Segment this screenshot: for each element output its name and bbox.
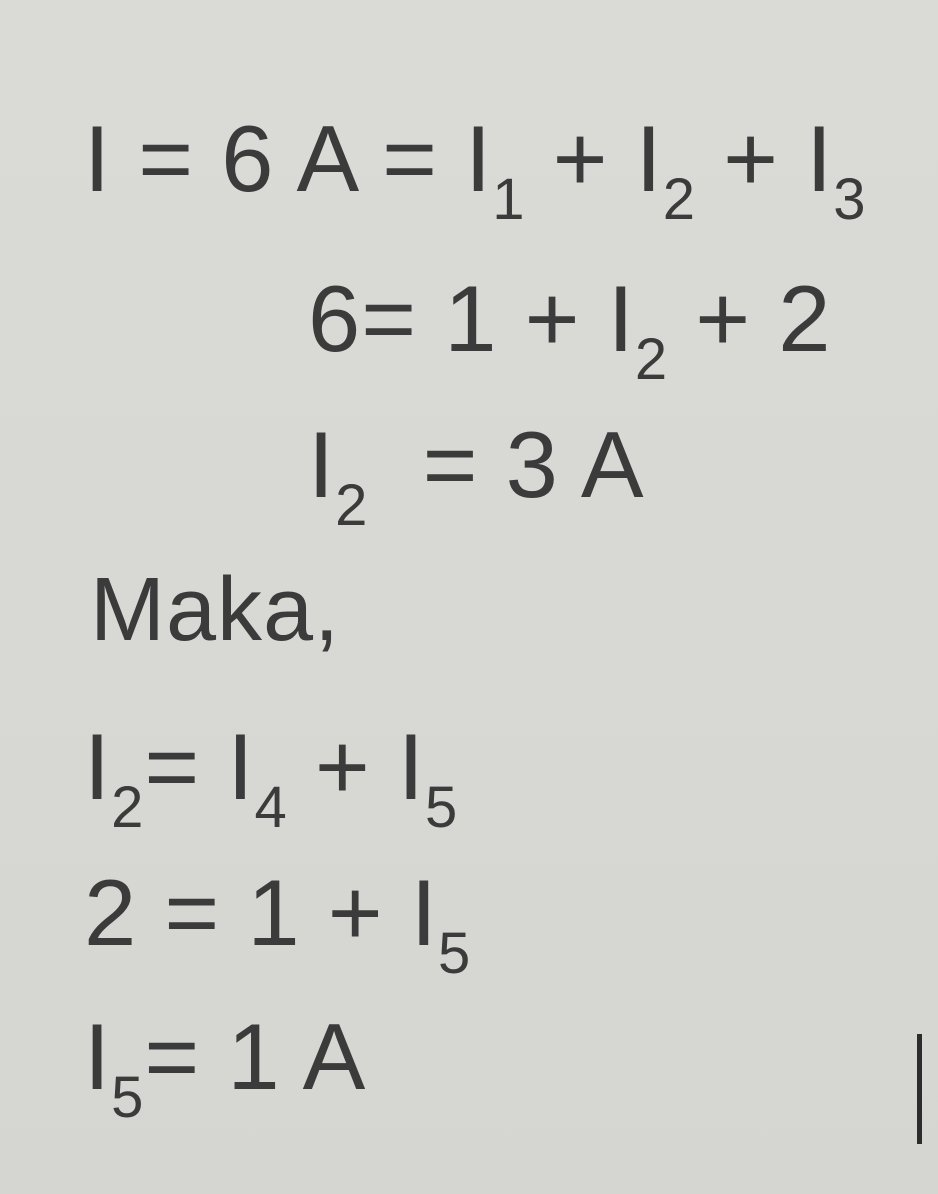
eq-subscript: 5	[437, 921, 472, 986]
equation-i2-split	[84, 714, 459, 840]
eq-text: + I	[287, 714, 426, 819]
eq-subscript: 1	[492, 167, 526, 232]
equation-i5-result	[84, 1004, 367, 1130]
equation-i2-result	[308, 412, 645, 538]
text-cursor	[917, 1034, 922, 1144]
eq-subscript: 2	[634, 327, 669, 392]
eq-subscript: 2	[662, 167, 696, 232]
equation-i5-substitution	[84, 860, 472, 986]
eq-text: 2 = 1 + I	[84, 860, 438, 965]
eq-text: Maka,	[90, 560, 341, 660]
eq-text: = I	[144, 714, 255, 819]
eq-subscript: 5	[425, 775, 459, 840]
eq-subscript: 2	[111, 775, 145, 840]
eq-text: 6= 1 + I	[308, 266, 635, 371]
eq-text: I	[84, 1004, 112, 1109]
eq-text: = 3 A	[368, 412, 645, 517]
eq-text: I	[308, 412, 336, 517]
eq-subscript: 2	[335, 473, 369, 538]
eq-text: I	[84, 714, 112, 819]
equation-total-current	[84, 106, 867, 232]
eq-text: + I	[696, 106, 834, 211]
eq-text: = 1 A	[144, 1004, 367, 1109]
eq-subscript: 4	[254, 775, 288, 840]
eq-text: + 2	[668, 266, 832, 371]
eq-subscript: 5	[111, 1065, 145, 1130]
equation-substitution	[308, 266, 832, 392]
eq-text: + I	[525, 106, 663, 211]
eq-text: I = 6 A = I	[84, 106, 493, 211]
eq-subscript: 3	[833, 167, 867, 232]
maka-label	[90, 560, 341, 660]
